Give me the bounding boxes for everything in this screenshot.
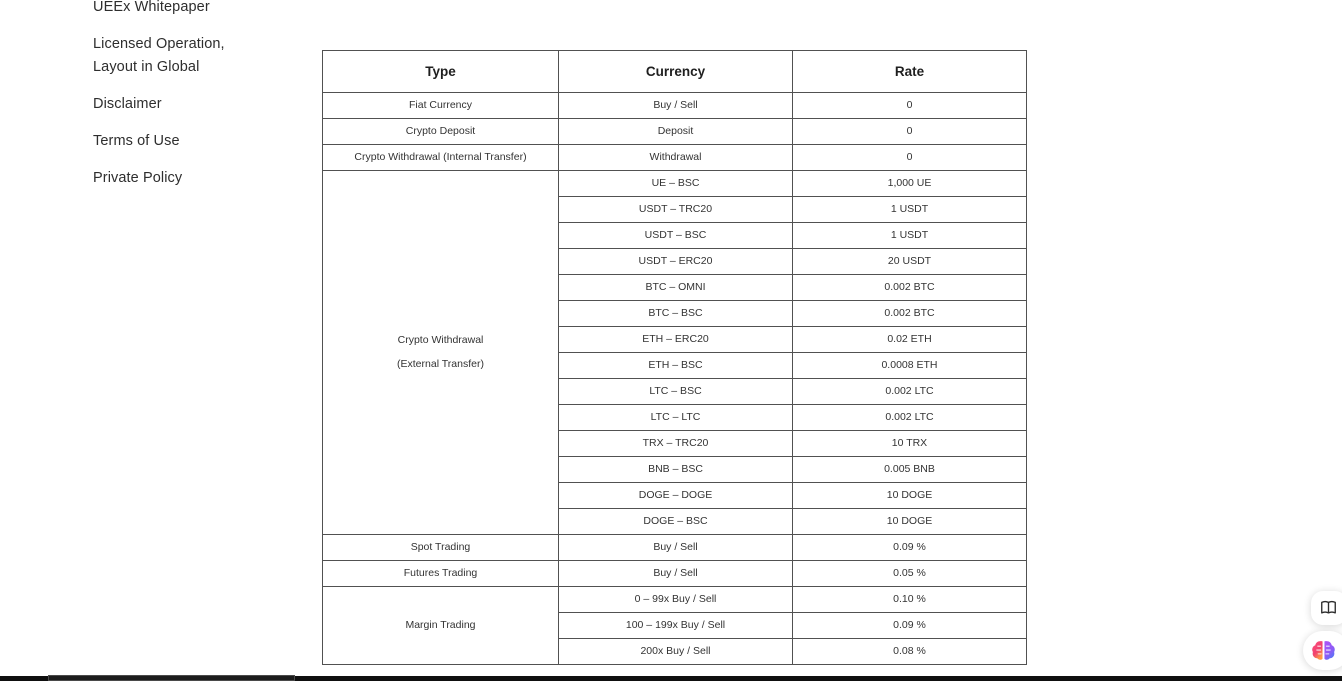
reader-book-button[interactable] bbox=[1311, 591, 1342, 625]
sidebar-nav bbox=[93, 0, 263, 190]
rate-cell: 0.09 % bbox=[793, 535, 1027, 561]
sidebar-item-disclaimer[interactable]: Disclaimer bbox=[93, 96, 162, 112]
currency-cell: USDT – TRC20 bbox=[559, 197, 793, 223]
rate-cell: 1,000 UE bbox=[793, 171, 1027, 197]
currency-cell: 0 – 99x Buy / Sell bbox=[559, 587, 793, 613]
rate-cell: 1 USDT bbox=[793, 197, 1027, 223]
rate-cell: 0.002 LTC bbox=[793, 405, 1027, 431]
currency-cell: Deposit bbox=[559, 119, 793, 145]
bottom-bar bbox=[0, 676, 1342, 681]
sidebar-item-licensed-operation-layout-in-global[interactable]: Licensed Operation, Layout in Global bbox=[93, 36, 225, 75]
type-cell: Crypto Deposit bbox=[323, 119, 559, 145]
rate-cell: 0.005 BNB bbox=[793, 457, 1027, 483]
col-header-currency: Currency bbox=[559, 51, 793, 93]
currency-cell: TRX – TRC20 bbox=[559, 431, 793, 457]
currency-cell: DOGE – DOGE bbox=[559, 483, 793, 509]
currency-cell: Withdrawal bbox=[559, 145, 793, 171]
type-cell: Crypto Withdrawal (External Transfer) bbox=[323, 171, 559, 535]
rate-cell: 20 USDT bbox=[793, 249, 1027, 275]
rate-cell: 0.09 % bbox=[793, 613, 1027, 639]
currency-cell: Buy / Sell bbox=[559, 561, 793, 587]
currency-cell: BTC – OMNI bbox=[559, 275, 793, 301]
currency-cell: USDT – ERC20 bbox=[559, 249, 793, 275]
col-header-type: Type bbox=[323, 51, 559, 93]
rate-cell: 0 bbox=[793, 145, 1027, 171]
currency-cell: UE – BSC bbox=[559, 171, 793, 197]
table-header-row bbox=[323, 51, 1027, 93]
sidebar-item-terms-of-use[interactable]: Terms of Use bbox=[93, 133, 180, 149]
scrollbar-thumb[interactable] bbox=[48, 675, 295, 681]
rate-cell: 0.002 BTC bbox=[793, 301, 1027, 327]
rate-cell: 0.10 % bbox=[793, 587, 1027, 613]
currency-cell: USDT – BSC bbox=[559, 223, 793, 249]
rate-cell: 0.002 LTC bbox=[793, 379, 1027, 405]
brain-extension-button[interactable] bbox=[1303, 631, 1342, 670]
table-row bbox=[323, 119, 1027, 145]
currency-cell: BTC – BSC bbox=[559, 301, 793, 327]
col-header-rate: Rate bbox=[793, 51, 1027, 93]
rate-cell: 0 bbox=[793, 119, 1027, 145]
rate-cell: 10 DOGE bbox=[793, 509, 1027, 535]
currency-cell: Buy / Sell bbox=[559, 535, 793, 561]
rate-cell: 10 DOGE bbox=[793, 483, 1027, 509]
currency-cell: Buy / Sell bbox=[559, 93, 793, 119]
type-cell: Crypto Withdrawal (Internal Transfer) bbox=[323, 145, 559, 171]
type-cell: Margin Trading bbox=[323, 587, 559, 665]
brain-icon bbox=[1310, 639, 1337, 663]
currency-cell: LTC – BSC bbox=[559, 379, 793, 405]
rate-cell: 10 TRX bbox=[793, 431, 1027, 457]
currency-cell: LTC – LTC bbox=[559, 405, 793, 431]
currency-cell: ETH – ERC20 bbox=[559, 327, 793, 353]
table-row bbox=[323, 587, 1027, 613]
type-cell: Spot Trading bbox=[323, 535, 559, 561]
table-row bbox=[323, 145, 1027, 171]
open-book-icon bbox=[1319, 599, 1338, 617]
fee-table bbox=[322, 50, 1027, 665]
currency-cell: DOGE – BSC bbox=[559, 509, 793, 535]
rate-cell: 0.0008 ETH bbox=[793, 353, 1027, 379]
rate-cell: 0.05 % bbox=[793, 561, 1027, 587]
table-row bbox=[323, 93, 1027, 119]
rate-cell: 0.08 % bbox=[793, 639, 1027, 665]
currency-cell: ETH – BSC bbox=[559, 353, 793, 379]
type-cell: Futures Trading bbox=[323, 561, 559, 587]
rate-cell: 0.002 BTC bbox=[793, 275, 1027, 301]
currency-cell: 200x Buy / Sell bbox=[559, 639, 793, 665]
table-row bbox=[323, 535, 1027, 561]
currency-cell: BNB – BSC bbox=[559, 457, 793, 483]
table-row bbox=[323, 561, 1027, 587]
rate-cell: 0.02 ETH bbox=[793, 327, 1027, 353]
fee-table-body bbox=[323, 93, 1027, 665]
currency-cell: 100 – 199x Buy / Sell bbox=[559, 613, 793, 639]
type-cell: Fiat Currency bbox=[323, 93, 559, 119]
table-row bbox=[323, 171, 1027, 197]
rate-cell: 1 USDT bbox=[793, 223, 1027, 249]
sidebar-item-ueex-whitepaper[interactable]: UEEx Whitepaper bbox=[93, 0, 210, 15]
rate-cell: 0 bbox=[793, 93, 1027, 119]
sidebar-item-private-policy[interactable]: Private Policy bbox=[93, 170, 183, 186]
